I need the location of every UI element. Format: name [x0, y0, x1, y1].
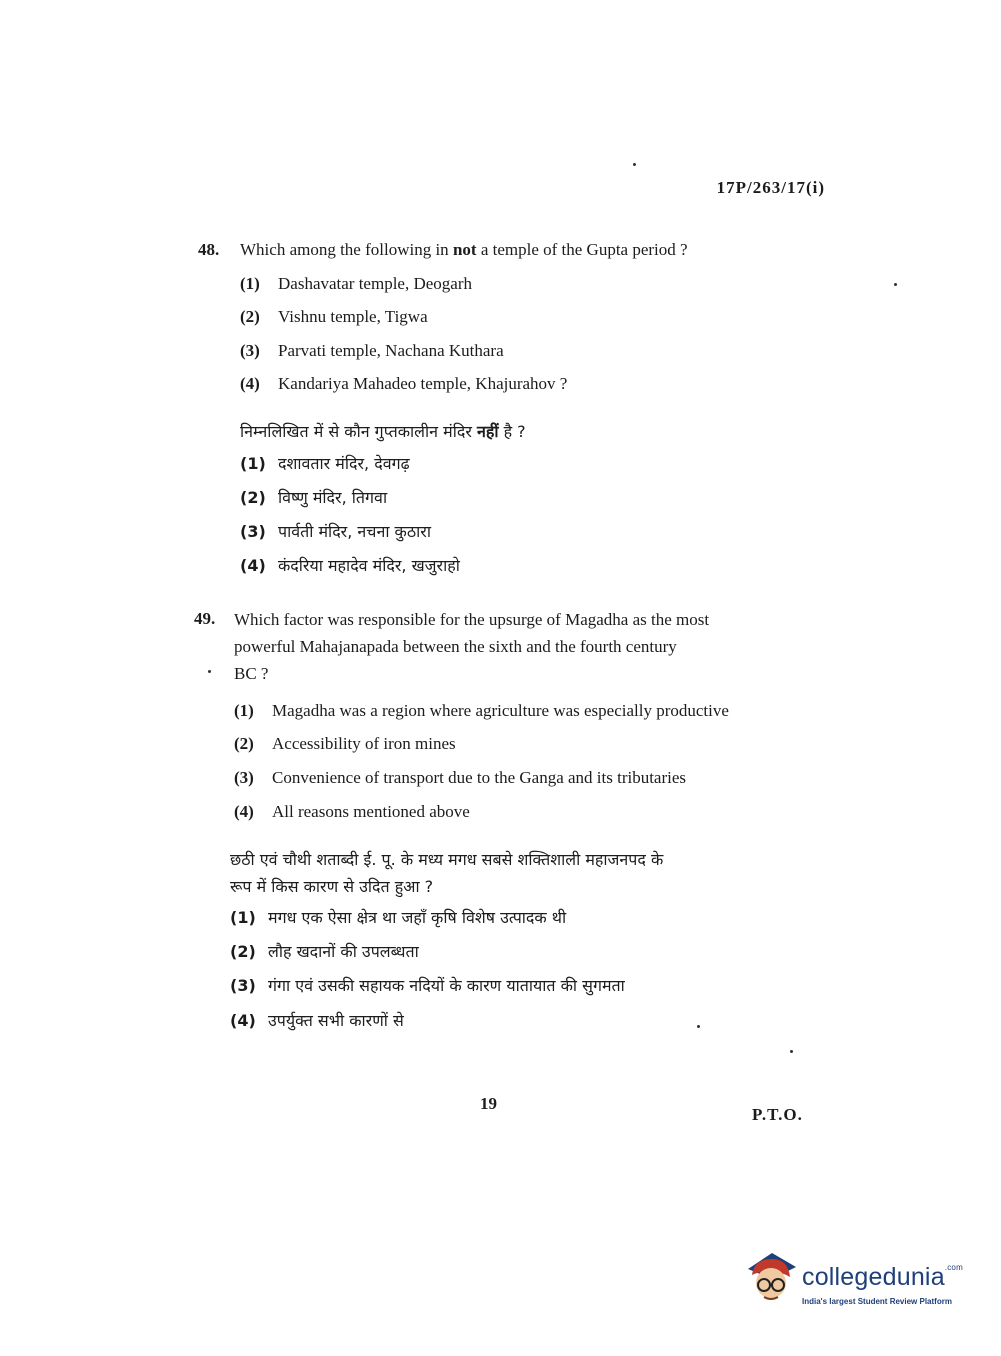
question-48-text-en — [240, 236, 820, 263]
pto-label: P.T.O. — [752, 1105, 803, 1124]
option-number: (4) — [230, 1011, 256, 1030]
question-48-number: 48. — [198, 240, 220, 259]
option-text: लौह खदानों की उपलब्धता — [268, 942, 419, 961]
q48-option-hi-3 — [240, 520, 431, 542]
option-number: (3) — [240, 341, 260, 360]
q49-hi-line-2: रूप में किस कारण से उदित हुआ ? — [230, 877, 434, 896]
option-number: (1) — [234, 701, 254, 720]
q48-hi-after: है ? — [498, 422, 526, 441]
option-text: Kandariya Mahadeo temple, Khajurahov ? — [278, 374, 568, 393]
page-number: 19 — [480, 1094, 497, 1113]
q48-hi-before: निम्नलिखित में से कौन गुप्तकालीन मंदिर — [240, 422, 477, 441]
option-number: (4) — [234, 802, 254, 821]
scan-speck — [697, 1025, 700, 1028]
option-text: कंदरिया महादेव मंदिर, खजुराहो — [278, 556, 460, 575]
option-number: (4) — [240, 374, 260, 393]
q48-option-en-2 — [240, 307, 428, 327]
option-text: दशावतार मंदिर, देवगढ़ — [278, 454, 410, 473]
option-number: (2) — [240, 307, 260, 326]
q48-option-en-4 — [240, 374, 567, 394]
q48-hi-bold: नहीं — [476, 422, 499, 441]
option-text: Parvati temple, Nachana Kuthara — [278, 341, 504, 360]
q49-option-hi-1 — [230, 906, 566, 928]
q48-option-hi-2 — [240, 486, 387, 508]
option-number: (3) — [240, 522, 266, 541]
q48-option-hi-1 — [240, 452, 410, 474]
option-text: पार्वती मंदिर, नचना कुठारा — [278, 522, 431, 541]
option-number: (2) — [240, 488, 266, 507]
question-49-text-en — [234, 606, 834, 687]
scan-speck — [208, 670, 211, 673]
question-48-text-hi — [240, 418, 800, 445]
q49-option-hi-3 — [230, 974, 625, 996]
option-number: (2) — [230, 942, 256, 961]
option-number: (3) — [230, 976, 256, 995]
q48-en-before: Which among the following in — [240, 240, 453, 259]
option-text: Magadha was a region where agriculture was especially productive — [272, 701, 729, 720]
collegedunia-logo — [742, 1245, 972, 1315]
option-text: गंगा एवं उसकी सहायक नदियों के कारण यातायात की सुगमता — [268, 976, 625, 995]
q48-option-hi-4 — [240, 554, 460, 576]
q49-en-line-2: powerful Mahajanapada between the sixth and the fourth century — [234, 637, 677, 656]
option-number: (3) — [234, 768, 254, 787]
option-text: मगध एक ऐसा क्षेत्र था जहाँ कृषि विशेष उत्पादक थी — [268, 908, 567, 927]
scan-speck — [633, 163, 636, 166]
paper-code: 17P/263/17(i) — [716, 178, 825, 197]
logo-wordmark — [802, 1263, 963, 1292]
option-text: Vishnu temple, Tigwa — [278, 307, 428, 326]
option-text: All reasons mentioned above — [272, 802, 470, 821]
option-text: विष्णु मंदिर, तिगवा — [278, 488, 388, 507]
option-text: Accessibility of iron mines — [272, 734, 456, 753]
q48-option-en-3 — [240, 341, 504, 361]
q49-option-en-2 — [234, 734, 456, 754]
scan-speck — [894, 283, 897, 286]
mascot-icon — [742, 1245, 800, 1311]
option-number: (1) — [230, 908, 256, 927]
option-text: Convenience of transport due to the Ganga and its tributaries — [272, 768, 687, 787]
q48-option-en-1 — [240, 274, 472, 294]
q48-en-bold: not — [452, 240, 477, 259]
q49-option-en-4 — [234, 802, 470, 822]
q49-hi-line-1: छठी एवं चौथी शताब्दी ई. पू. के मध्य मगध सबसे शक्तिशाली महाजनपद के — [230, 850, 664, 869]
option-number: (4) — [240, 556, 266, 575]
q49-option-en-1 — [234, 701, 729, 721]
option-text: Dashavatar temple, Deogarh — [278, 274, 472, 293]
q49-option-hi-4 — [230, 1009, 404, 1031]
logo-name: collegedunia — [802, 1263, 945, 1291]
q49-en-line-1: Which factor was responsible for the upsurge of Magadha as the most — [234, 610, 710, 629]
q49-en-line-3: BC ? — [234, 664, 269, 683]
q49-option-en-3 — [234, 768, 686, 788]
question-49-number: 49. — [194, 609, 216, 628]
option-text: उपर्युक्त सभी कारणों से — [268, 1011, 404, 1030]
option-number: (1) — [240, 274, 260, 293]
q49-option-hi-2 — [230, 940, 419, 962]
logo-tagline: India's largest Student Review Platform — [802, 1297, 952, 1306]
q48-en-after: a temple of the Gupta period ? — [476, 240, 688, 259]
option-number: (2) — [234, 734, 254, 753]
logo-suffix: .com — [944, 1263, 963, 1272]
scan-speck — [790, 1050, 793, 1053]
option-number: (1) — [240, 454, 266, 473]
question-49-text-hi — [230, 846, 830, 900]
